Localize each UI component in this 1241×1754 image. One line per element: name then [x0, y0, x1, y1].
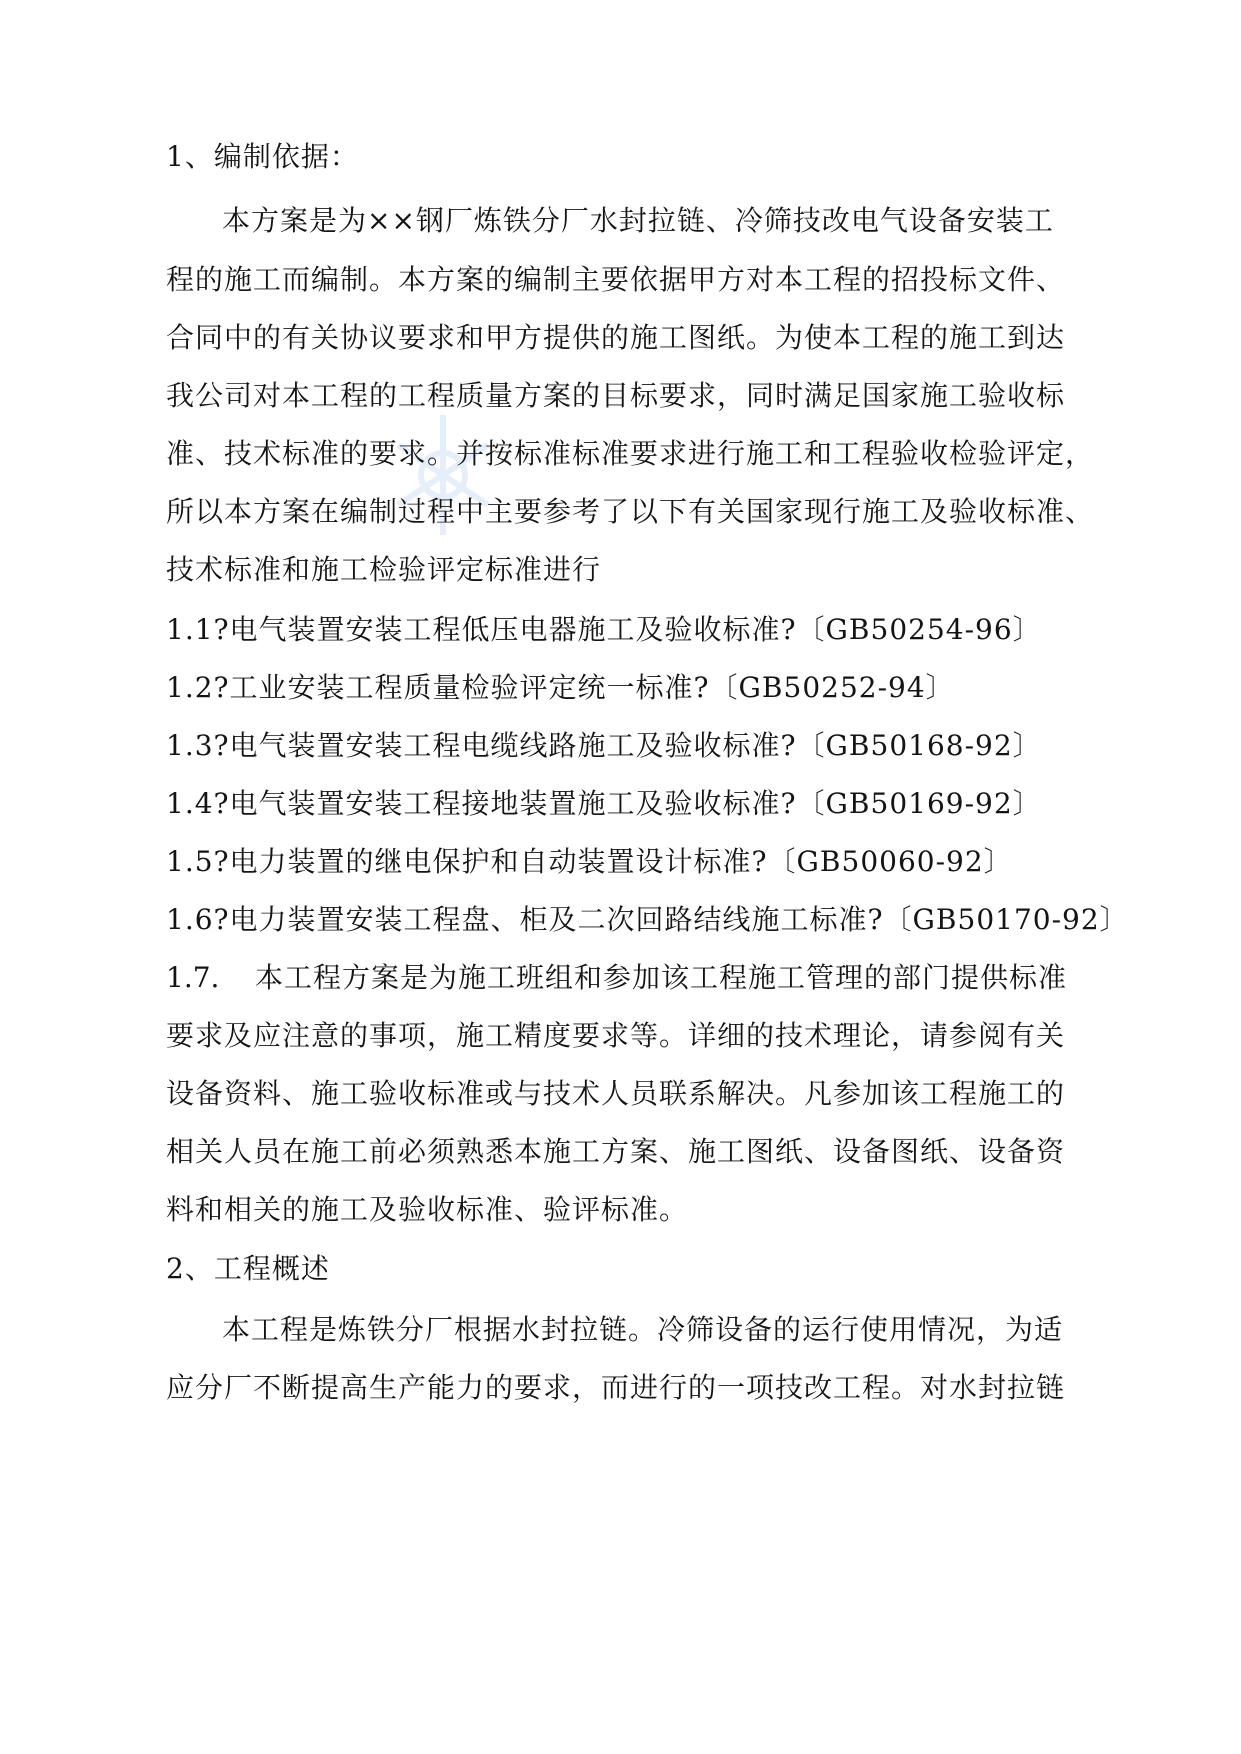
- section-1-heading: 1、编制依据：: [166, 140, 359, 173]
- paragraph-line: 合同中的有关协议要求和甲方提供的施工图纸。为使本工程的施工到达: [166, 321, 1066, 354]
- paragraph-line: 我公司对本工程的工程质量方案的目标要求，同时满足国家施工验收标: [166, 379, 1066, 412]
- standard-item: 1.2?工业安装工程质量检验评定统一标准?〔GB50252-94〕: [166, 671, 955, 704]
- paragraph-line: 料和相关的施工及验收标准、验评标准。: [166, 1193, 689, 1226]
- item-1-7-label: 1.7.: [166, 961, 220, 994]
- paragraph-line: 要求及应注意的事项，施工精度要求等。详细的技术理论，请参阅有关: [166, 1019, 1066, 1052]
- section-2-heading: 2、工程概述: [166, 1252, 330, 1285]
- standard-item: 1.3?电气装置安装工程电缆线路施工及验收标准?〔GB50168-92〕: [166, 729, 1042, 762]
- paragraph-line: 程的施工而编制。本方案的编制主要依据甲方对本工程的招投标文件、: [166, 263, 1066, 296]
- paragraph-line: 相关人员在施工前必须熟悉本施工方案、施工图纸、设备图纸、设备资: [166, 1135, 1066, 1168]
- paragraph-line: 本工程方案是为施工班组和参加该工程施工管理的部门提供标准: [255, 961, 1068, 994]
- paragraph-line: 准、技术标准的要求。并按标准标准要求进行施工和工程验收检验评定，: [166, 437, 1095, 470]
- standard-item: 1.6?电力装置安装工程盘、柜及二次回路结线施工标准?〔GB50170-92〕: [166, 903, 1129, 936]
- paragraph-line: 本工程是炼铁分厂根据水封拉链。冷筛设备的运行使用情况，为适: [222, 1313, 1064, 1346]
- paragraph-line: 设备资料、施工验收标准或与技术人员联系解决。凡参加该工程施工的: [166, 1077, 1066, 1110]
- standard-item: 1.1?电气装置安装工程低压电器施工及验收标准?〔GB50254-96〕: [166, 613, 1042, 646]
- paragraph-line: 本方案是为××钢厂炼铁分厂水封拉链、冷筛技改电气设备安装工: [222, 204, 1054, 237]
- paragraph-line: 所以本方案在编制过程中主要参考了以下有关国家现行施工及验收标准、: [166, 495, 1095, 528]
- paragraph-line: 技术标准和施工检验评定标准进行: [166, 553, 602, 586]
- standard-item: 1.5?电力装置的继电保护和自动装置设计标准?〔GB50060-92〕: [166, 845, 1013, 878]
- paragraph-line: 应分厂不断提高生产能力的要求，而进行的一项技改工程。对水封拉链: [166, 1371, 1066, 1404]
- standard-item: 1.4?电气装置安装工程接地装置施工及验收标准?〔GB50169-92〕: [166, 787, 1042, 820]
